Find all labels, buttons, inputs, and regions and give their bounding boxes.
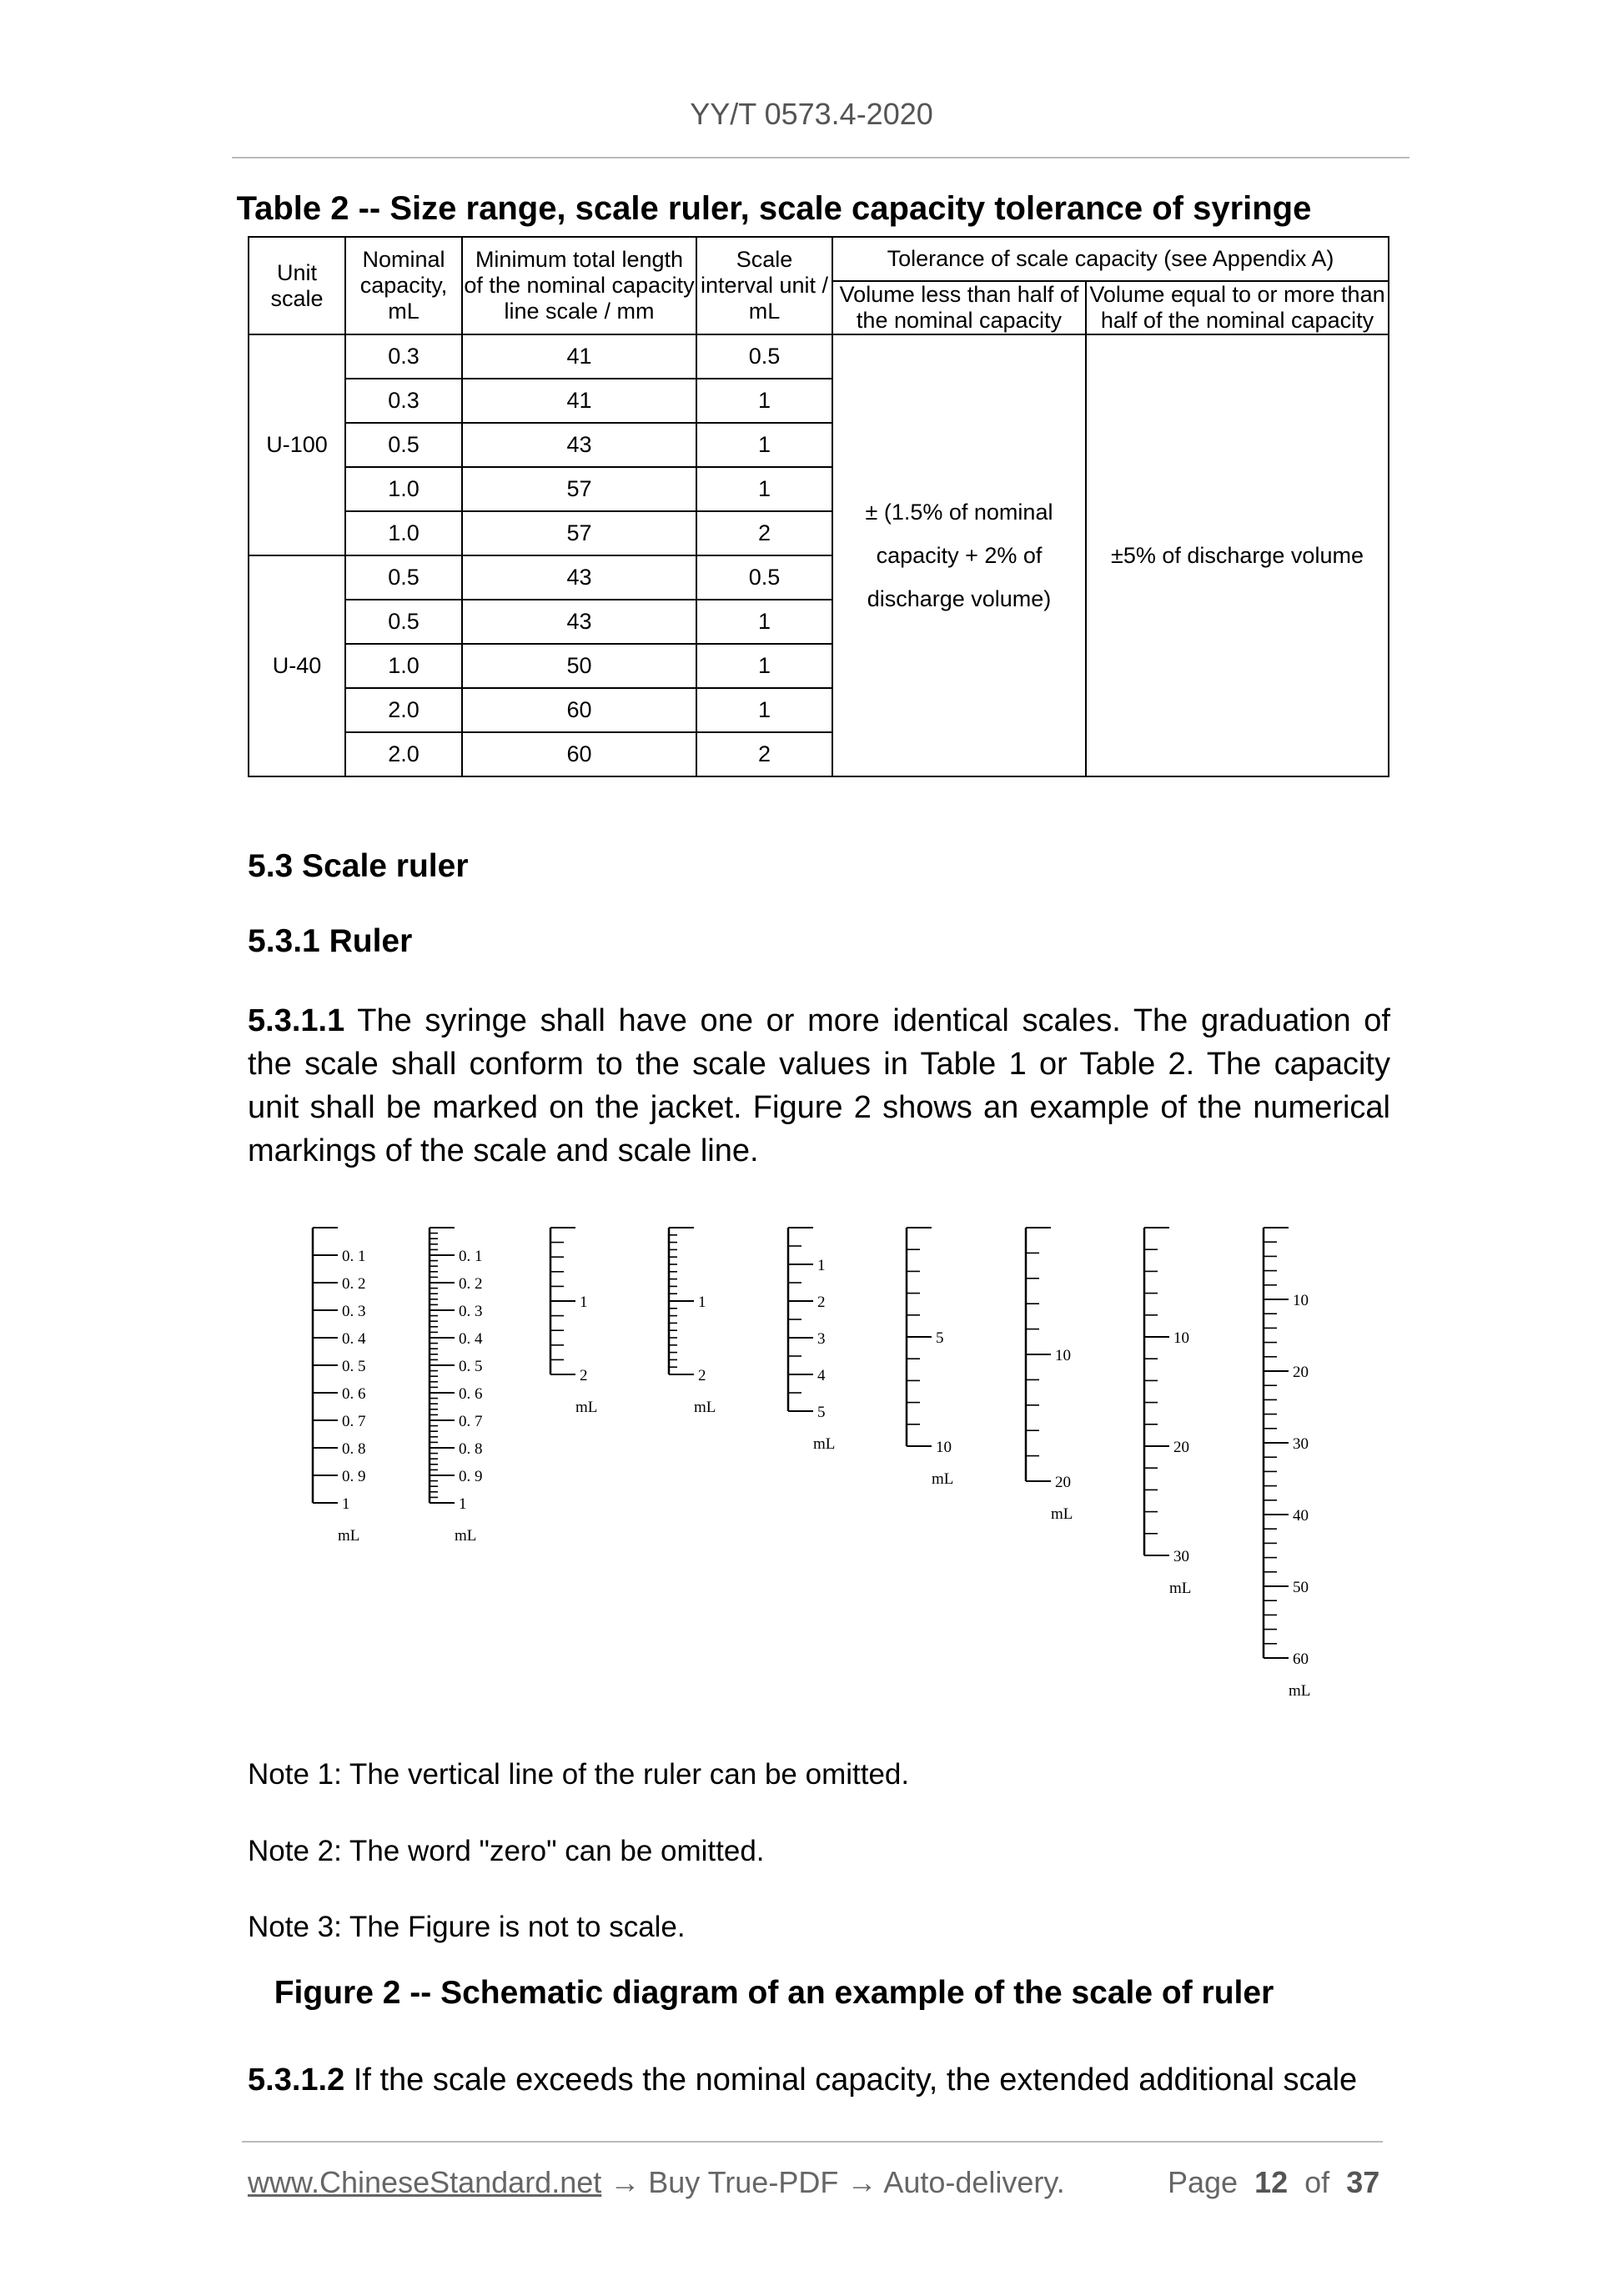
site-link[interactable]: www.ChineseStandard.net [248, 2165, 602, 2199]
cell: 1.0 [345, 511, 462, 555]
ruler-label: 2 [698, 1367, 706, 1384]
ruler-label: 60 [1293, 1650, 1309, 1668]
footer-divider [242, 2141, 1383, 2143]
ruler-unit: mL [813, 1435, 836, 1453]
cell: 0.5 [345, 555, 462, 600]
header-scale-interval: Scale interval unit / mL [696, 237, 832, 334]
ruler-label: 1 [698, 1294, 706, 1311]
cell: 41 [462, 334, 696, 379]
ruler-label: 0. 4 [342, 1330, 366, 1348]
note-1: Note 1: The vertical line of the ruler can be omitted. [248, 1758, 910, 1791]
cell: 0.5 [345, 600, 462, 644]
ruler-label: 0. 7 [342, 1413, 366, 1430]
ruler-label: 5 [817, 1404, 826, 1421]
of-word: of [1304, 2165, 1330, 2199]
ruler-unit: mL [1169, 1580, 1192, 1597]
paragraph-number: 5.3.1.2 [248, 2062, 345, 2098]
cell: 0.3 [345, 334, 462, 379]
ruler-label: 0. 8 [459, 1440, 483, 1458]
ruler-label: 0. 9 [459, 1468, 483, 1485]
paragraph-text: If the scale exceeds the nominal capacity, the extended additional scale [344, 2062, 1358, 2098]
unit-cell: U-100 [249, 334, 345, 555]
table-row [249, 334, 1389, 379]
footer-promo [248, 2165, 1065, 2200]
footer-text: → Buy True-PDF → Auto-delivery. [601, 2165, 1065, 2199]
ruler-label: 1 [342, 1495, 350, 1513]
scale-ruler-figure [250, 1209, 1368, 1718]
header-divider [232, 157, 1409, 158]
figure-caption: Figure 2 -- Schematic diagram of an example of the scale of ruler [274, 1975, 1274, 2011]
ruler-unit: mL [338, 1527, 360, 1545]
ruler-label: 0. 6 [342, 1385, 366, 1403]
header-tol-more: Volume equal to or more than half of the nominal capacity [1086, 281, 1389, 334]
header-tol-less: Volume less than half of the nominal capacity [832, 281, 1086, 334]
ruler-label: 10 [936, 1439, 952, 1456]
cell: 2.0 [345, 732, 462, 776]
paragraph-number: 5.3.1.1 [248, 1003, 345, 1038]
note-2: Note 2: The word "zero" can be omitted. [248, 1835, 765, 1867]
header-tolerance: Tolerance of scale capacity (see Appendix A) [832, 237, 1389, 281]
note-3: Note 3: The Figure is not to scale. [248, 1911, 686, 1943]
ruler-unit: mL [575, 1399, 598, 1416]
ruler-label: 3 [817, 1330, 826, 1348]
ruler-label: 2 [817, 1294, 826, 1311]
ruler-label: 30 [1173, 1548, 1189, 1565]
cell: 41 [462, 379, 696, 423]
page-indicator [1168, 2165, 1379, 2200]
ruler-label: 20 [1055, 1474, 1071, 1491]
section-5-3-heading: 5.3 Scale ruler [248, 848, 469, 884]
ruler-label: 0. 8 [342, 1440, 366, 1458]
size-range-table [248, 236, 1389, 777]
ruler-unit: mL [1289, 1682, 1311, 1700]
ruler-label: 0. 6 [459, 1385, 483, 1403]
ruler-label: 0. 9 [342, 1468, 366, 1485]
cell: 43 [462, 423, 696, 467]
header-min-total-length: Minimum total length of the nominal capacity line scale / mm [462, 237, 696, 334]
header-nominal-capacity: Nominal capacity, mL [345, 237, 462, 334]
paragraph-text: The syringe shall have one or more identical scales. The graduation of the scale shall conform to the scale values in Table 1 or Table 2. The capacity unit shall be marked on the jacket. Figure 2 shows an example of the numerical markings of the scale and scale line. [248, 1003, 1390, 1168]
ruler-label: 10 [1173, 1329, 1189, 1347]
ruler-label: 50 [1293, 1579, 1309, 1596]
paragraph-5-3-1-2 [248, 2058, 1390, 2102]
ruler-label: 0. 2 [459, 1275, 483, 1293]
cell: 50 [462, 644, 696, 688]
cell: 60 [462, 688, 696, 732]
ruler-label: 1 [817, 1257, 826, 1274]
ruler-label: 0. 7 [459, 1413, 483, 1430]
page-word: Page [1168, 2165, 1239, 2199]
tol-more-value: ±5% of discharge volume [1086, 334, 1389, 776]
cell: 57 [462, 511, 696, 555]
cell: 43 [462, 600, 696, 644]
cell: 1 [696, 423, 832, 467]
doc-header-id: YY/T 0573.4-2020 [690, 97, 933, 131]
cell: 0.5 [696, 334, 832, 379]
ruler-label: 40 [1293, 1507, 1309, 1525]
page-total: 37 [1346, 2165, 1380, 2199]
cell: 2.0 [345, 688, 462, 732]
page-number: 12 [1254, 2165, 1289, 2199]
cell: 1 [696, 644, 832, 688]
tol-less-value: ± (1.5% of nominal capacity + 2% of discharge volume) [832, 334, 1086, 776]
ruler-unit: mL [932, 1470, 954, 1488]
ruler-label: 20 [1173, 1439, 1189, 1456]
cell: 43 [462, 555, 696, 600]
ruler-label: 5 [936, 1329, 944, 1347]
cell: 1 [696, 688, 832, 732]
ruler-label: 1 [459, 1495, 467, 1513]
ruler-label: 0. 2 [342, 1275, 366, 1293]
cell: 0.5 [345, 423, 462, 467]
ruler-unit: mL [1051, 1505, 1073, 1523]
cell: 2 [696, 732, 832, 776]
cell: 2 [696, 511, 832, 555]
cell: 60 [462, 732, 696, 776]
cell: 1.0 [345, 467, 462, 511]
section-5-3-1-heading: 5.3.1 Ruler [248, 923, 413, 959]
ruler-label: 0. 1 [459, 1248, 483, 1265]
paragraph-5-3-1-1 [248, 999, 1390, 1173]
cell: 1 [696, 379, 832, 423]
cell: 0.5 [696, 555, 832, 600]
ruler-label: 0. 5 [459, 1358, 483, 1375]
cell: 1.0 [345, 644, 462, 688]
ruler-label: 30 [1293, 1435, 1309, 1453]
ruler-label: 10 [1293, 1292, 1309, 1309]
cell: 57 [462, 467, 696, 511]
ruler-label: 0. 3 [459, 1303, 483, 1320]
ruler-unit: mL [455, 1527, 477, 1545]
ruler-label: 0. 3 [342, 1303, 366, 1320]
ruler-label: 1 [580, 1294, 588, 1311]
ruler-label: 4 [817, 1367, 826, 1384]
cell: 1 [696, 467, 832, 511]
header-unit-scale: Unit scale [249, 237, 345, 334]
ruler-label: 10 [1055, 1347, 1071, 1364]
unit-cell: U-40 [249, 555, 345, 776]
cell: 1 [696, 600, 832, 644]
ruler-label: 2 [580, 1367, 588, 1384]
cell: 0.3 [345, 379, 462, 423]
ruler-label: 20 [1293, 1364, 1309, 1381]
ruler-label: 0. 1 [342, 1248, 366, 1265]
ruler-label: 0. 4 [459, 1330, 483, 1348]
ruler-unit: mL [694, 1399, 716, 1416]
table-caption: Table 2 -- Size range, scale ruler, scale capacity tolerance of syringe [236, 190, 1312, 227]
ruler-label: 0. 5 [342, 1358, 366, 1375]
